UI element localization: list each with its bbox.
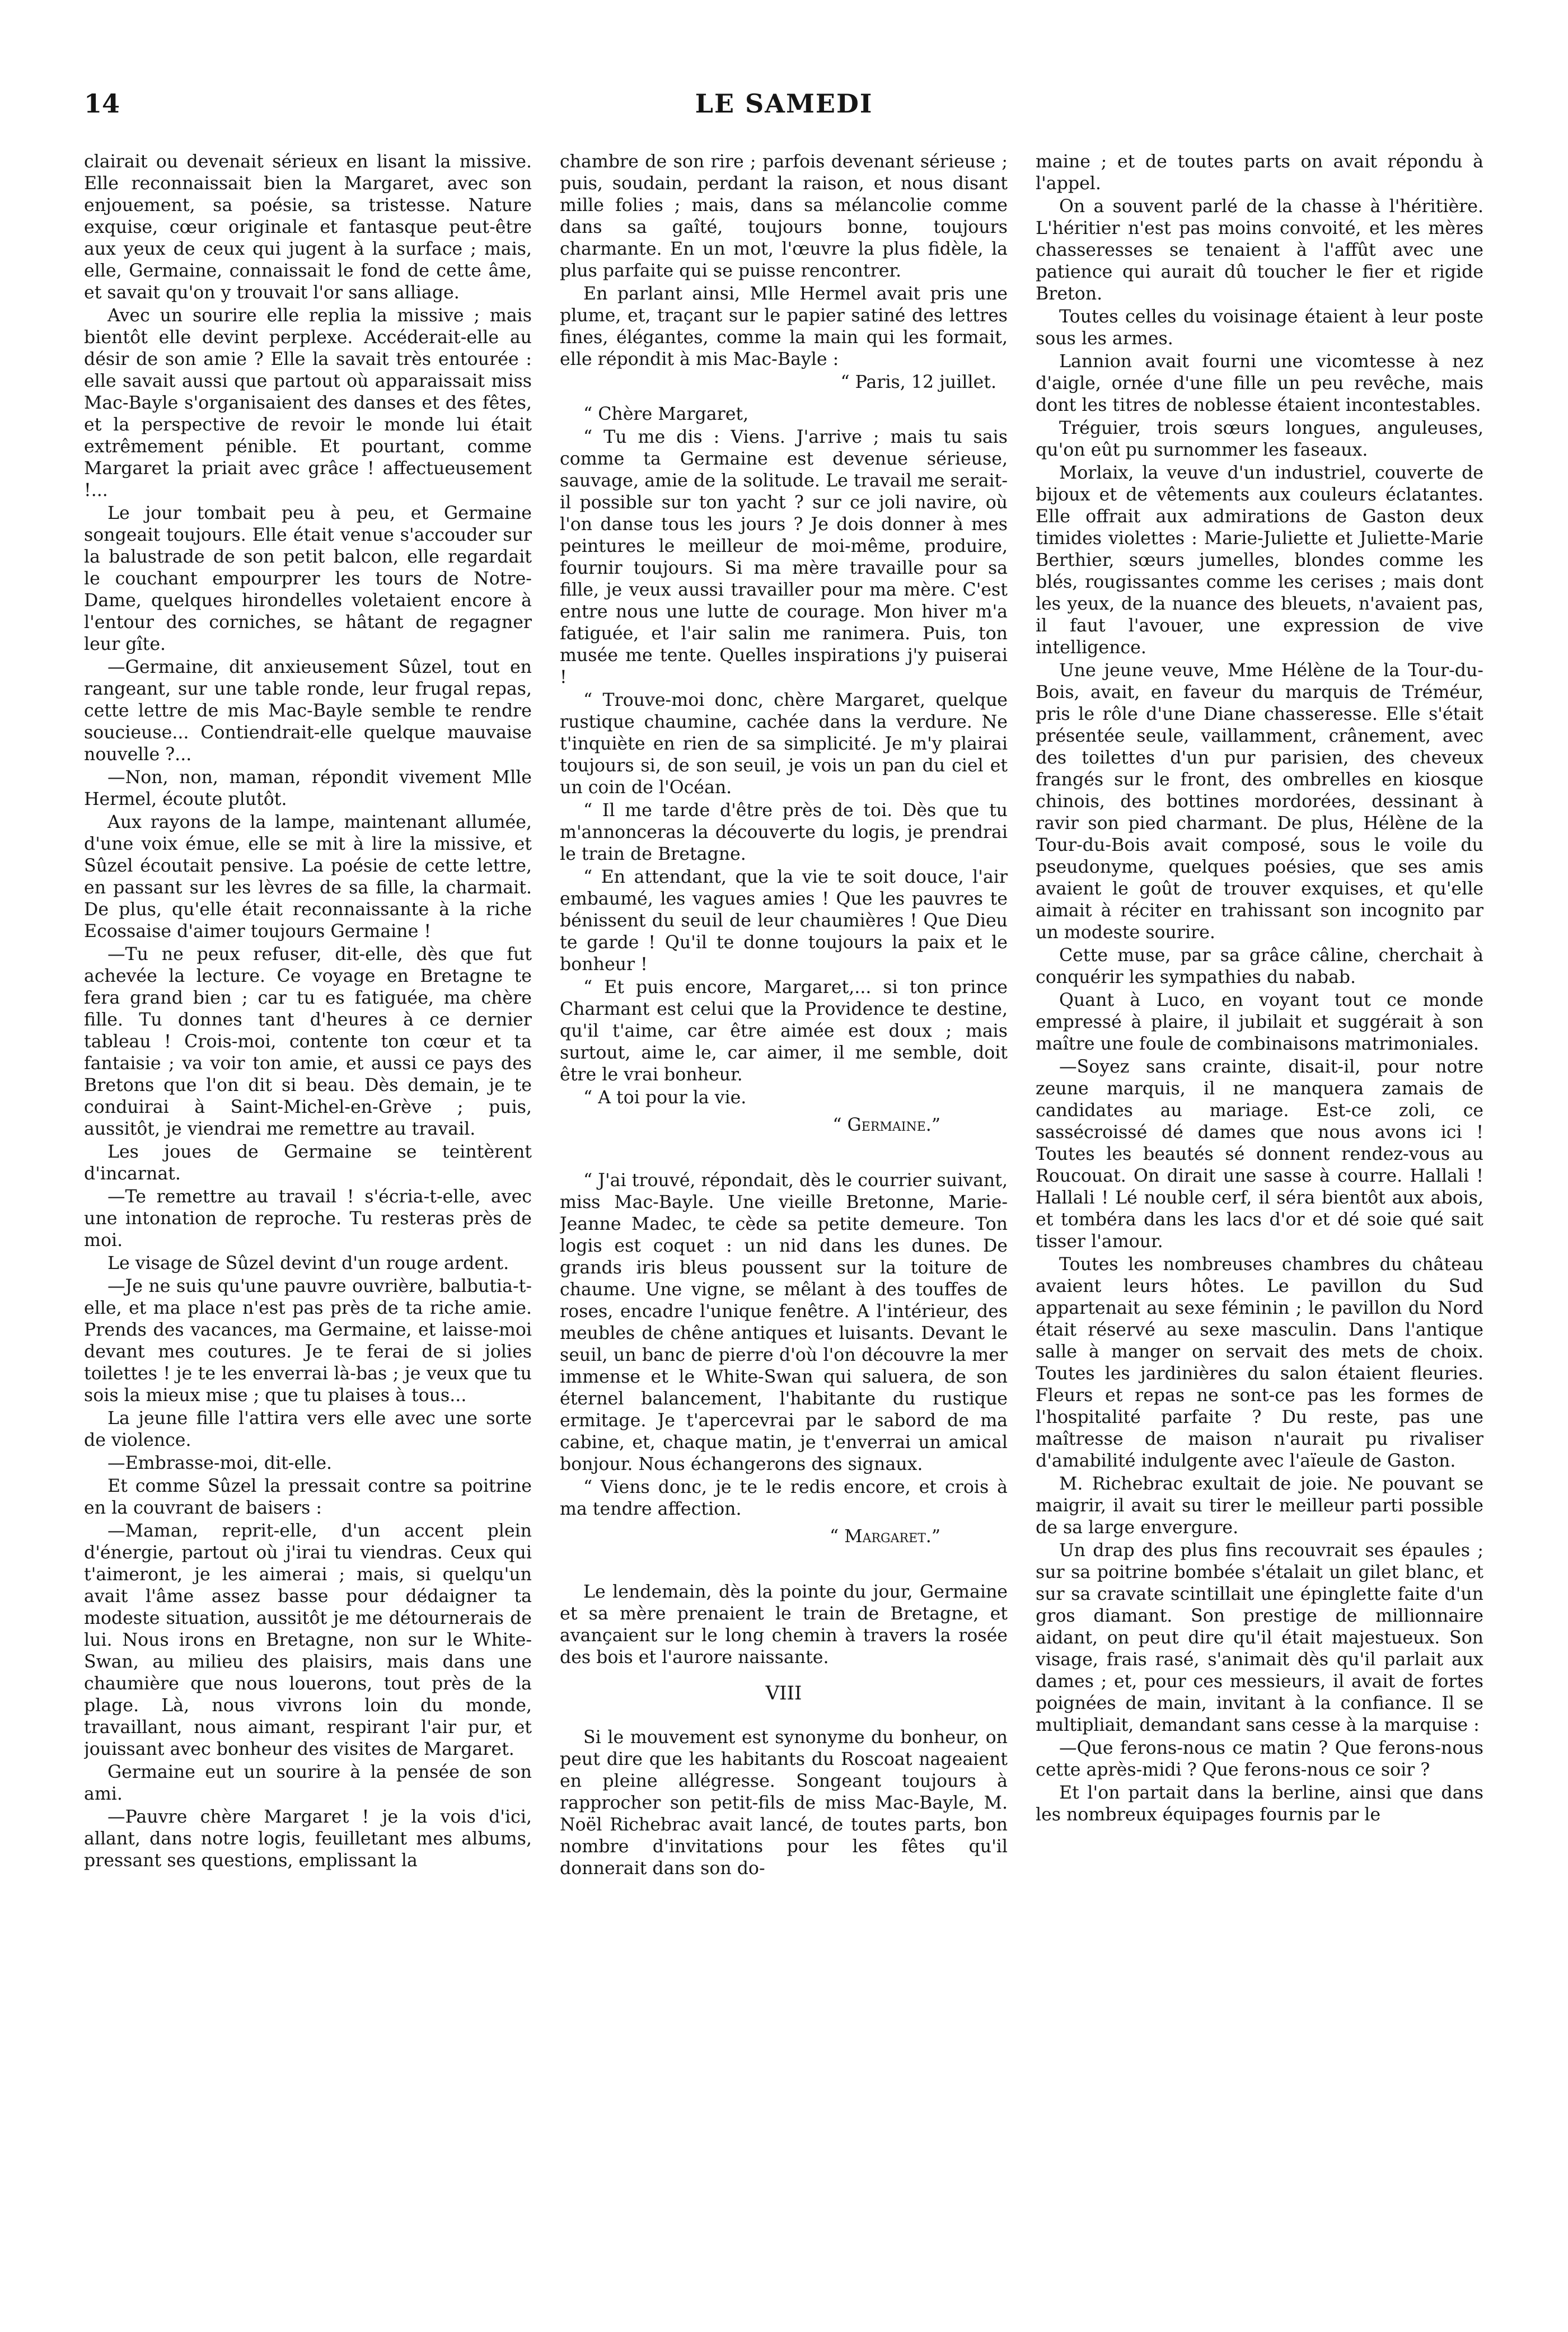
letter-paragraph: “ En attendant, que la vie te soit douce, l'air embaumé, les vagues amies ! Que les pauvres te bénissent du seuil de leur chaumières ! Que Dieu te garde ! Qu'il te donne toujours la paix et le bonheur ! (560, 867, 1008, 975)
column-2 (560, 151, 1008, 2278)
paragraph: —Que ferons-nous ce matin ? Que ferons-nous cette après-midi ? Que ferons-nous ce soir ? (1036, 1738, 1483, 1780)
letter-paragraph: “ Et puis encore, Margaret,... si ton prince Charmant est celui que la Providence te destine, qu'il t'aime, car être aimée est doux ; mais surtout, aime le, car aimer, il me semble, doit être le vrai bonheur. (560, 977, 1008, 1085)
paragraph: Si le mouvement est synonyme du bonheur, on peut dire que les habitants du Roscoat nageaient en pleine allégresse. Songeant toujours à rapprocher son petit-fils de miss Mac-Bayle, M. Noël Richebrac avait lancé, de toutes parts, bon nombre d'invitations pour les fêtes qu'il donnerait dans son do- (560, 1727, 1008, 1879)
paragraph: Germaine eut un sourire à la pensée de son ami. (84, 1762, 532, 1804)
paragraph: Le visage de Sûzel devint d'un rouge ardent. (107, 1253, 509, 1273)
letter-signature: “ Germaine.” (832, 1115, 940, 1135)
paragraph: Cette muse, par sa grâce câline, cherchait à conquérir les sympathies du nabab. (1036, 945, 1483, 987)
letter-salutation: “ Chère Margaret, (583, 404, 749, 424)
paragraph: Avec un sourire elle replia la missive ; mais bientôt elle devint perplexe. Accéderait-elle au désir de son amie ? Elle la savait très entourée : elle savait aussi que partout où apparaissait miss Mac-Bayle s'organisaient des danses et des fêtes, et la perspective de revoir le monde lui était extrêmement pénible. Et pourtant, comme Margaret la priait avec grâce ! affectueusement !... (84, 306, 532, 500)
paragraph: Et l'on partait dans la berline, ainsi que dans les nombreux équipages fournis par le (1036, 1783, 1483, 1825)
paragraph: chambre de son rire ; parfois devenant sérieuse ; puis, soudain, perdant la raison, et nous disant mille folies ; mais, dans sa mélancolie comme dans sa gaîté, toujours bonne, toujours charmante. En un mot, l'œuvre la plus fidèle, la plus parfaite qui se puisse rencontrer. (560, 152, 1008, 281)
letter-date: “ Paris, 12 juillet. (840, 372, 996, 392)
paragraph: Quant à Luco, en voyant tout ce monde empressé à plaire, il jubilait et suggérait à son maître une foule de combinaisons matrimoniales. (1036, 990, 1483, 1054)
paragraph: Et comme Sûzel la pressait contre sa poitrine en la couvrant de baisers : (84, 1476, 532, 1518)
paragraph: Le lendemain, dès la pointe du jour, Germaine et sa mère prenaient le train de Bretagne, et avançaient sur le long chemin à travers la rosée des bois et l'aurore naissante. (560, 1582, 1008, 1668)
letter-paragraph: “ Tu me dis : Viens. J'arrive ; mais tu sais comme ta Germaine est devenue sérieuse, sauvage, amie de la solitude. Le travail me serait-il possible sur ton yacht ? sur ce joli navire, où l'on danse tous les jours ? Je dois donner à mes peintures le meilleur de moi-même, produire, fournir toujours. Si ma mère travaille pour sa fille, je veux aussi travailler pour ma mère. C'est entre nous une lutte de courage. Mon hiver m'a fatiguée, et l'air salin me ranimera. Puis, ton musée me tente. Quelles inspirations j'y puiserai ! (560, 427, 1008, 687)
paragraph: Morlaix, la veuve d'un industriel, couverte de bijoux et de vêtements aux couleurs éclatantes. Elle offrait aux admirations de Gaston deux timides violettes : Marie-Juliette et Juliette-Marie Berthier, sœurs jumelles, blondes comme les blés, rougissantes comme les cerises ; mais dont les yeux, de la nuance des bleuets, n'avaient pas, il faut l'avouer, une expression de vive intelligence. (1036, 463, 1483, 658)
paragraph: —Tu ne peux refuser, dit-elle, dès que fut achevée la lecture. Ce voyage en Bretagne te fera grand bien ; car tu es fatiguée, ma chère fille. Tu donnes tant d'heures à ce dernier tableau ! Crois-moi, contente ton cœur et ta fantaisie ; va voir ton amie, et aussi ce pays des Bretons que l'on dit si beau. Dès demain, je te conduirai à Saint-Michel-en-Grève ; puis, aussitôt, je viendrai me remettre au travail. (84, 944, 532, 1139)
paragraph: Toutes les nombreuses chambres du château avaient leurs hôtes. Le pavillon du Sud appartenait au sexe féminin ; le pavillon du Nord était réservé au sexe masculin. Dans l'antique salle à manger on servait des mets de choix. Toutes les jardinières du salon étaient fleuries. Fleurs et repas ne sont-ce pas les formes de l'hospitalité parfaite ? Du reste, pas une maîtresse de maison n'aurait pu rivaliser d'amabilité indulgente avec l'aïeule de Gaston. (1036, 1254, 1483, 1471)
article-body (84, 151, 1483, 2278)
letter-paragraph: “ Il me tarde d'être près de toi. Dès que tu m'annonceras la découverte du logis, je prendrai le train de Bretagne. (560, 800, 1008, 864)
paragraph: —Embrasse-moi, dit-elle. (107, 1453, 333, 1473)
running-title: LE SAMEDI (695, 88, 873, 119)
paragraph: —Je ne suis qu'une pauvre ouvrière, balbutia-t-elle, et ma place n'est pas près de ta riche amie. Prends des vacances, ma Germaine, et laisse-moi devant mes coutures. Je te ferai de si jolies toilettes ! je te les enverrai là-bas ; je veux que tu sois la mieux mise ; que tu plaises à tous... (84, 1276, 532, 1406)
paragraph: —Maman, reprit-elle, d'un accent plein d'énergie, partout où j'irai tu viendras. Ceux qui t'aimeront, je les aimerai ; mais, si quelqu'un avait l'âme assez basse pour dédaigner ta modeste situation, aussitôt je me détournerais de lui. Nous irons en Bretagne, non sur le White-Swan, au milieu des plaisirs, mais dans une chaumière que nous louerons, tout près de la plage. Là, nous vivrons loin du monde, travaillant, nous aimant, respirant l'air pur, et jouissant avec bonheur des visites de Margaret. (84, 1521, 532, 1759)
page-number: 14 (84, 88, 120, 119)
paragraph: Le jour tombait peu à peu, et Germaine songeait toujours. Elle était venue s'accouder sur la balustrade de son petit balcon, elle regardait le couchant empourprer les tours de Notre-Dame, quelques hirondelles voletaient encore à l'entour des corniches, se hâtant de regagner leur gîte. (84, 503, 532, 654)
paragraph: —Non, non, maman, répondit vivement Mlle Hermel, écoute plutôt. (84, 767, 532, 809)
paragraph: —Germaine, dit anxieusement Sûzel, tout en rangeant, sur une table ronde, leur frugal repas, cette lettre de mis Mac-Bayle semble te rendre soucieuse... Contiendrait-elle quelque mauvaise nouvelle ?... (84, 657, 532, 765)
column-3 (1036, 151, 1483, 2278)
paragraph: La jeune fille l'attira vers elle avec une sorte de violence. (84, 1408, 532, 1450)
paragraph: —Soyez sans crainte, disait-il, pour notre zeune marquis, il ne manquera zamais de candidates au mariage. Est-ce zoli, ce sassécroissé dé dames que nous avons ici ! Toutes les beautés sé donnent rendez-vous au Roucouat. On dirait une sasse à courre. Hallali ! Hallali ! Lé nouble cerf, il séra bientôt aux abois, et tombéra dans les lacs d'or et dé soie qué sait tisser l'amour. (1036, 1057, 1483, 1252)
page-header (84, 88, 1484, 128)
paragraph: maine ; et de toutes parts on avait répondu à l'appel. (1036, 152, 1483, 194)
letter-paragraph: “ Viens donc, je te le redis encore, et crois à ma tendre affection. (560, 1477, 1008, 1519)
letter-paragraph: “ Trouve-moi donc, chère Margaret, quelque rustique chaumine, cachée dans la verdure. Ne t'inquiète en rien de sa simplicité. Je m'y plairai toujours si, de son seuil, je vois un pan du ciel et un coin de l'Océan. (560, 690, 1008, 798)
paragraph: clairait ou devenait sérieux en lisant la missive. Elle reconnaissait bien la Margaret, avec son enjouement, sa poésie, sa tristesse. Nature exquise, cœur originale et fantasque peut-être aux yeux de ceux qui jugent à la surface ; mais, elle, Germaine, connaissait le fond de cette âme, et savait qu'on y trouvait l'or sans alliage. (84, 152, 532, 303)
paragraph: Un drap des plus fins recouvrait ses épaules ; sur sa poitrine bombée s'étalait un gilet blanc, et sur sa cravate scintillait une épinglette faite d'un gros diamant. Son prestige de millionnaire aidant, on peut dire qu'il était majestueux. Son visage, frais rasé, s'animait dès qu'il parlait aux dames ; et, pour ces messieurs, il avait de fortes poignées de main, invitant à la confiance. Il se multipliait, demandant sans cesse à la marquise : (1036, 1540, 1483, 1735)
letter-closing: “ A toi pour la vie. (583, 1088, 747, 1108)
paragraph: Aux rayons de la lampe, maintenant allumée, d'une voix émue, elle se mit à lire la missive, et Sûzel écoutait pensive. La poésie de cette lettre, en passant sur les lèvres de sa fille, la charmait. De plus, qu'elle était reconnaissante à la riche Ecossaise d'aimer toujours Germaine ! (84, 812, 532, 942)
paragraph: En parlant ainsi, Mlle Hermel avait pris une plume, et, traçant sur le papier satiné des lettres fines, élégantes, comme la main qui les formait, elle répondit à mis Mac-Bayle : (560, 284, 1008, 369)
letter-paragraph: “ J'ai trouvé, répondait, dès le courrier suivant, miss Mac-Bayle. Une vieille Bretonne, Marie-Jeanne Madec, te cède sa petite demeure. Ton logis est coquet : un nid dans les dunes. De grands iris bleus poussent sur la toiture de chaume. Une vigne, se mêlant à des touffes de roses, encadre l'unique fenêtre. A l'intérieur, des meubles de chêne antiques et luisants. Devant le seuil, un banc de pierre d'où l'on découvre la mer immense et le White-Swan qui saluera, de son éternel balancement, l'habitante du rustique ermitage. Je t'apercevrai par le sabord de ma cabine, et, chaque matin, je t'enverrai un amical bonjour. Nous échangerons des signaux. (560, 1170, 1008, 1474)
paragraph: Lannion avait fourni une vicomtesse à nez d'aigle, ornée d'une fille un peu revêche, mais dont les titres de noblesse étaient incontestables. (1036, 352, 1483, 415)
paragraph: —Pauvre chère Margaret ! je la vois d'ici, allant, dans notre logis, feuilletant mes albums, pressant ses questions, emplissant la (84, 1807, 532, 1871)
paragraph: —Te remettre au travail ! s'écria-t-elle, avec une intonation de reproche. Tu resteras près de moi. (84, 1187, 532, 1251)
paragraph: Les joues de Germaine se teintèrent d'incarnat. (84, 1142, 532, 1184)
letter-signature: “ Margaret.” (830, 1526, 940, 1547)
paragraph: Tréguier, trois sœurs longues, anguleuses, qu'on eût pu surnommer les faseaux. (1036, 418, 1483, 460)
paragraph: Une jeune veuve, Mme Hélène de la Tour-du-Bois, avait, en faveur du marquis de Tréméur, pris le rôle d'une Diane chasseresse. Elle s'était présentée seule, vaillamment, crânement, avec des toilettes d'un pur parisien, des cheveux frangés sur le front, des ombrelles en kiosque chinois, des bottines mordorées, dessinant à ravir son pied charmant. De plus, Hélène de la Tour-du-Bois avait composé, sous le voile du pseudonyme, quelques poésies, que ses amis avaient le goût de trouver exquises, et qu'elle aimait à réciter en trahissant son incognito par un modeste sourire. (1036, 661, 1483, 943)
paragraph: On a souvent parlé de la chasse à l'héritière. L'héritier n'est pas moins convoité, et les mères chasseresses se tenaient à l'affût avec une patience qui aurait dû toucher le fier et rigide Breton. (1036, 196, 1483, 304)
paragraph: M. Richebrac exultait de joie. Ne pouvant se maigrir, il avait su tirer le meilleur parti possible de sa large envergure. (1036, 1474, 1483, 1538)
column-1 (84, 151, 532, 2278)
paragraph: Toutes celles du voisinage étaient à leur poste sous les armes. (1036, 307, 1483, 349)
chapter-heading: VIII (765, 1682, 802, 1704)
